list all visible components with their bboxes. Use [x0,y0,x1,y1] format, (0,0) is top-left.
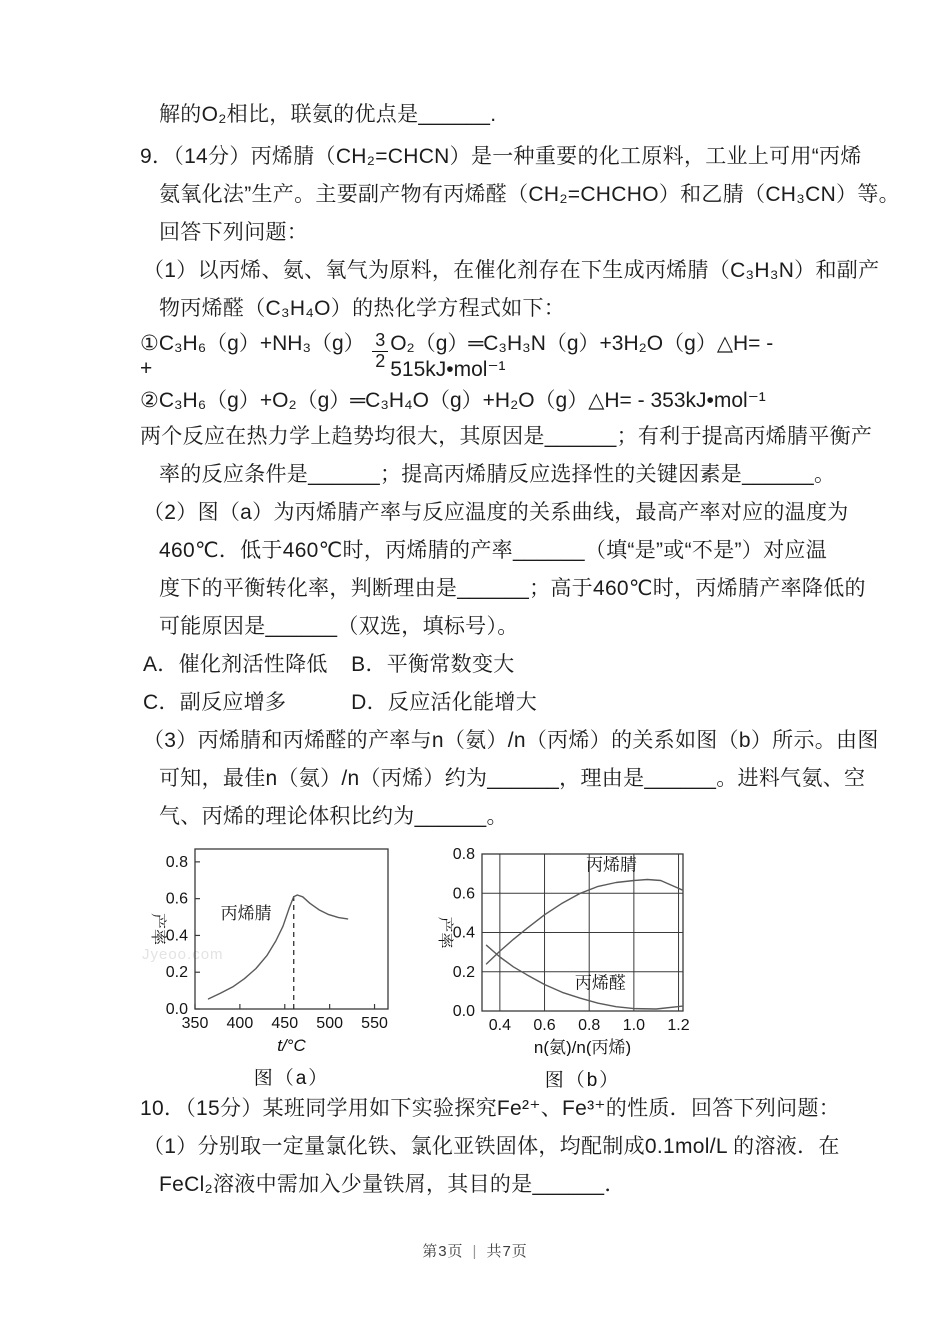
svg-text:丙烯醛: 丙烯醛 [574,973,626,993]
equation-1 [140,328,880,380]
question-9-line-1: 9．（14分）丙烯腈（CH₂=CHCN）是一种重要的化工原料，工业上可用“丙烯 [140,145,862,168]
option-b: B．平衡常数变大 [351,653,515,676]
figure-a-caption: 图（a） [253,1068,330,1089]
svg-text:0.8: 0.8 [165,853,188,871]
figure-b [420,842,710,1092]
text-line-intro: 解的O₂相比，联氨的优点是______. [159,103,497,126]
svg-text:400: 400 [226,1015,254,1032]
svg-text:n(氨)/n(丙烯): n(氨)/n(丙烯) [533,1038,632,1056]
figure-a-line-chart [140,842,410,1054]
svg-text:t/°C: t/°C [277,1036,306,1054]
page-footer [0,1240,950,1261]
q9-part2-line-1: （2）图（a）为丙烯腈产率与反应温度的关系曲线，最高产率对应的温度为 [143,501,849,524]
option-d: D．反应活化能增大 [351,691,538,714]
footer-page-number: 第3页 [422,1243,464,1260]
equation-1-left: ①C₃H₆（g）+NH₃（g）+ [140,332,365,380]
svg-text:550: 550 [361,1015,388,1032]
q9-part3-line-1: （3）丙烯腈和丙烯醛的产率与n（氨）/n（丙烯）的关系如图（b）所示。由图 [143,729,879,752]
question-10-line-1: 10．（15分）某班同学用如下实验探究Fe²⁺、Fe³⁺的性质．回答下列问题： [140,1097,841,1120]
equation-1-right: O₂（g）═C₃H₃N（g）+3H₂O（g）△H= - 515kJ•mol⁻¹ [390,331,774,381]
option-c: C．副反应增多 [143,691,287,714]
svg-text:1.2: 1.2 [667,1017,690,1034]
options-row-1 [140,646,880,684]
svg-text:丙烯腈: 丙烯腈 [220,903,272,923]
svg-text:450: 450 [271,1015,299,1032]
q10-part1-line-1: （1）分别取一定量氯化铁、氯化亚铁固体，均配制成0.1mol/L 的溶液．在 [143,1135,840,1158]
svg-text:0.6: 0.6 [165,890,188,908]
svg-text:0.2: 0.2 [165,964,188,982]
figure-b-line-chart [420,842,710,1056]
fraction-numerator: 3 [372,331,388,352]
svg-text:0.0: 0.0 [452,1003,475,1020]
svg-text:产率: 产率 [149,912,166,946]
svg-text:产率: 产率 [436,916,453,949]
q9-part1-line-4: 率的反应条件是______；提高丙烯腈反应选择性的关键因素是______。 [159,463,836,486]
q9-part2-line-4: 可能原因是______（双选，填标号）。 [159,615,519,638]
option-a: A．催化剂活性降低 [143,653,328,676]
svg-text:0.0: 0.0 [165,1001,188,1018]
equation-2 [140,380,880,418]
svg-text:0.4: 0.4 [165,927,188,945]
svg-text:0.6: 0.6 [533,1017,556,1034]
q9-part1-line-3: 两个反应在热力学上趋势均很大，其原因是______；有利于提高丙烯腈平衡产 [140,425,873,448]
svg-text:0.4: 0.4 [452,924,475,942]
q10-part1-line-2: FeCl₂溶液中需加入少量铁屑，其目的是______． [159,1173,626,1196]
svg-text:0.2: 0.2 [452,963,475,981]
figures-row [140,836,880,1090]
fraction-three-halves [372,331,388,372]
figure-a [140,842,410,1090]
figure-b-caption: 图（b） [544,1070,621,1091]
fraction-denominator: 2 [375,350,386,371]
q9-part1-line-2: 物丙烯醛（C₃H₄O）的热化学方程式如下： [159,297,566,320]
q9-part3-line-2: 可知，最佳n（氨）/n（丙烯）约为______，理由是______。进料气氨、空 [159,767,866,790]
footer-separator: | [472,1243,478,1260]
svg-text:350: 350 [181,1015,209,1032]
q9-part2-line-2: 460℃．低于460℃时，丙烯腈的产率______（填“是”或“不是”）对应温 [159,539,827,562]
svg-text:0.6: 0.6 [452,885,475,903]
svg-text:500: 500 [316,1015,344,1032]
q9-part1-line-1: （1）以丙烯、氨、氧气为原料，在催化剂存在下生成丙烯腈（C₃H₃N）和副产 [143,259,880,282]
document-body [140,96,900,1204]
svg-text:1.0: 1.0 [622,1017,645,1034]
equation-2-text: ②C₃H₆（g）+O₂（g）═C₃H₄O（g）+H₂O（g）△H= - 353kJ•mol⁻¹ [140,389,766,412]
options-row-2 [140,684,880,722]
svg-text:0.8: 0.8 [578,1017,601,1034]
svg-text:丙烯腈: 丙烯腈 [586,855,638,875]
watermark: Jyeoo.com [142,946,224,963]
question-9-line-2: 氨氧化法”生产。主要副产物有丙烯醛（CH₂=CHCHO）和乙腈（CH₃CN）等。 [159,183,900,206]
footer-page-total: 共7页 [486,1243,528,1260]
question-9-line-3: 回答下列问题： [159,221,309,244]
svg-text:0.4: 0.4 [488,1017,511,1034]
svg-text:0.8: 0.8 [452,846,475,863]
q9-part2-line-3: 度下的平衡转化率，判断理由是______；高于460℃时，丙烯腈产率降低的 [159,577,866,600]
q9-part3-line-3: 气、丙烯的理论体积比约为______。 [159,805,508,828]
